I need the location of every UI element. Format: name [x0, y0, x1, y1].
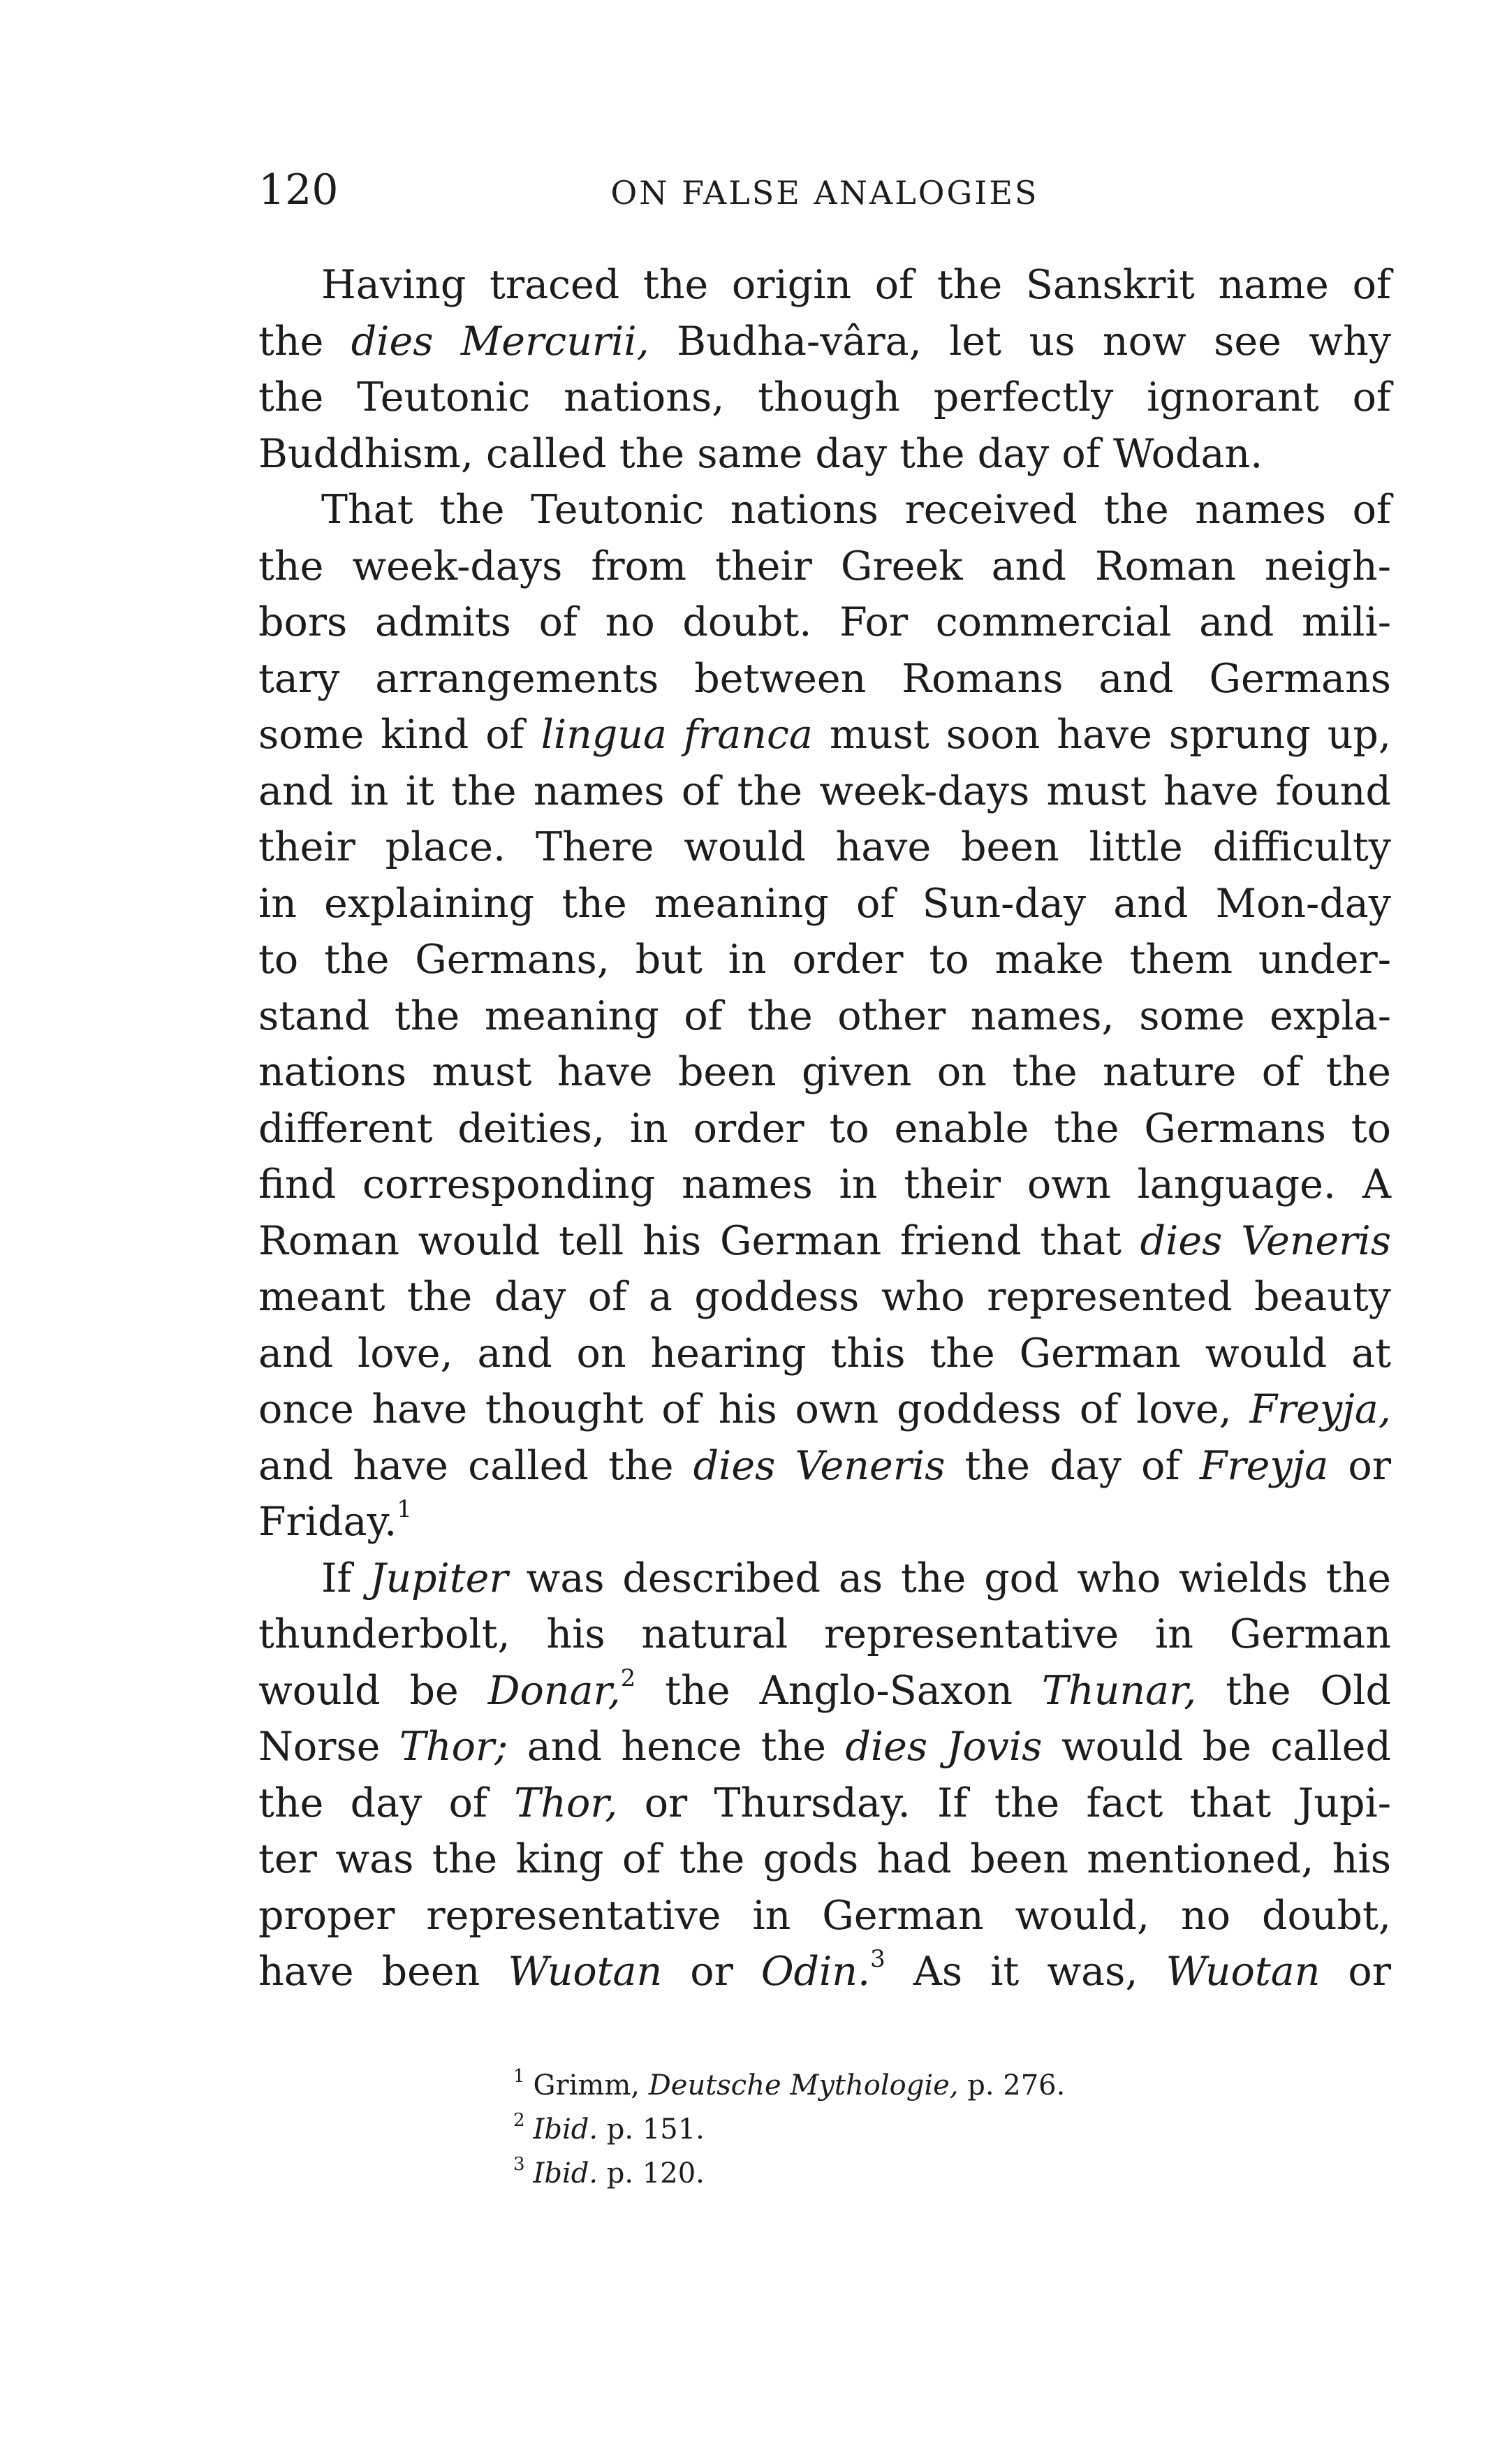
text-line: tary arrangements between Romans and Germans	[258, 655, 1391, 702]
text-line: Roman would tell his German friend that dies Veneris	[258, 1217, 1391, 1264]
footnote-mark: 3	[513, 2154, 525, 2175]
footnote-ref: 3	[870, 1945, 885, 1973]
text-line: and have called the dies Veneris the day of Freyja or	[258, 1442, 1391, 1489]
text-line: the day of Thor, or Thursday. If the fact that Jupi-	[258, 1780, 1391, 1826]
footnote: $^1$ Grimm, Deutsche Mythologie, p. 276.	[513, 2066, 1066, 2102]
footnote-ref: 1	[397, 1495, 412, 1523]
text-line: stand the meaning of the other names, some expla-	[258, 992, 1391, 1039]
text-line: Having traced the origin of the Sanskrit name of	[321, 262, 1391, 308]
text-line: That the Teutonic nations received the names of	[321, 487, 1391, 533]
footnote-mark: 2	[513, 2110, 525, 2131]
text-line: their place. There would have been little difficulty	[258, 824, 1391, 870]
text-line: the dies Mercurii, Budha-vâra, let us now see why	[258, 318, 1392, 365]
text-line: Buddhism, called the same day the day of Wodan.	[258, 430, 1263, 477]
text-line: the Teutonic nations, though perfectly ignorant of	[258, 374, 1391, 420]
text-line: would be Donar,$^2$ the Anglo-Saxon Thunar, the Old	[258, 1664, 1391, 1714]
text-line: thunderbolt, his natural representative in German	[258, 1611, 1391, 1657]
text-line: and love, and on hearing this the German would at	[258, 1330, 1391, 1377]
main-text	[258, 257, 1391, 2000]
page-number: 120	[258, 166, 339, 214]
text-line: Norse Thor; and hence the dies Jovis would be called	[258, 1724, 1392, 1770]
text-line: and in it the names of the week-days must have found	[258, 768, 1391, 814]
running-title: ON FALSE ANALOGIES	[610, 174, 1039, 212]
text-line: Friday.$^1$	[258, 1495, 412, 1545]
footnote: $^2$ Ibid. p. 151.	[513, 2110, 705, 2146]
text-line: in explaining the meaning of Sun-day and Mon-day	[258, 880, 1391, 927]
footnote-mark: 1	[513, 2066, 525, 2087]
text-line: nations must have been given on the nature of the	[258, 1049, 1391, 1095]
text-line: ter was the king of the gods had been mentioned, his	[258, 1836, 1391, 1882]
footnote: $^3$ Ibid. p. 120.	[513, 2154, 705, 2190]
text-line: have been Wuotan or Odin.$^3$ As it was, Wuotan or	[258, 1945, 1392, 1995]
text-line: to the Germans, but in order to make them under-	[258, 937, 1391, 983]
footnotes	[513, 2064, 1281, 2196]
text-line: If Jupiter was described as the god who wields the	[321, 1555, 1391, 1601]
text-line: once have thought of his own goddess of love, Freyja,	[258, 1386, 1391, 1432]
page-header	[258, 162, 1391, 218]
text-line: proper representative in German would, no doubt,	[258, 1892, 1391, 1939]
text-line: bors admits of no doubt. For commercial and mili-	[258, 599, 1391, 645]
text-line: different deities, in order to enable the Germans to	[258, 1105, 1391, 1152]
text-line: find corresponding names in their own language. A	[258, 1161, 1391, 1208]
footnote-ref: 2	[620, 1664, 636, 1692]
text-line: meant the day of a goddess who represented beauty	[258, 1274, 1391, 1320]
text-line: the week-days from their Greek and Roman neigh-	[258, 543, 1391, 589]
text-line: some kind of lingua franca must soon have sprung up,	[258, 712, 1392, 758]
